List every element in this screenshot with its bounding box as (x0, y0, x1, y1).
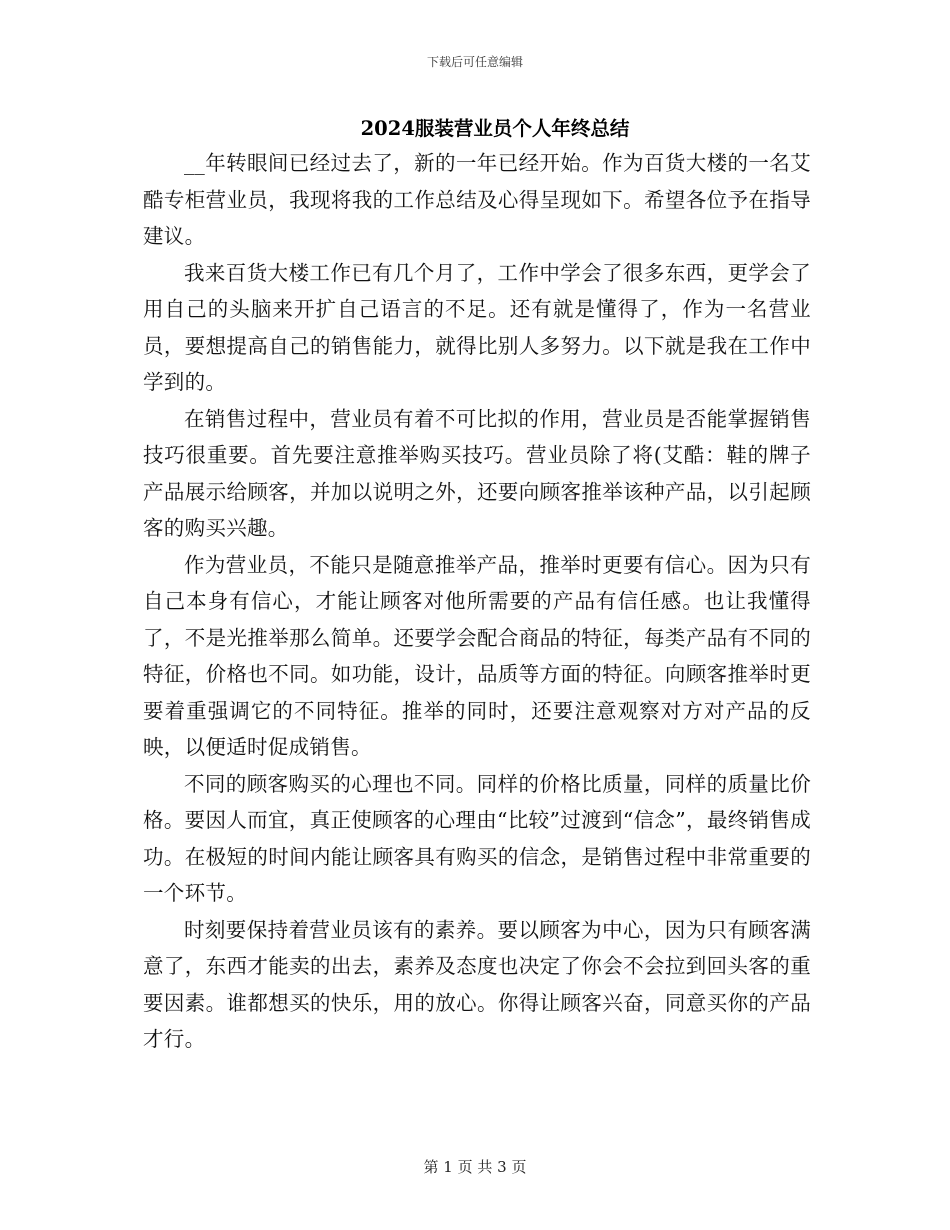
paragraph-intro: __年转眼间已经过去了，新的一年已经开始。作为百货大楼的一名艾酷专柜营业员，我现将我的工作总结及心得呈现如下。希望各位予在指导建议。 (143, 151, 811, 248)
page-number: 第 1 页 共 3 页 (423, 1158, 527, 1176)
paragraph-confidence: 作为营业员，不能只是随意推举产品，推举时更要有信心。因为只有自己本身有信心，才能让顾客对他所需要的产品有信任感。也让我懂得了，不是光推举那么简单。还要学会配合商品的特征，每类产品有不同的特征，价格也不同。如功能，设计，品质等方面的特征。向顾客推举时更要着重强调它的不同特征。推举的同时，还要注意观察对方对产品的反映，以便适时促成销售。 (143, 552, 811, 759)
header-note: 下载后可任意编辑 (426, 55, 523, 69)
paragraph-customer-psychology: 不同的顾客购买的心理也不同。同样的价格比质量，同样的质量比价格。要因人而宜，真正使顾客的心理由“比较”过渡到“信念”，最终销售成功。在极短的时间内能让顾客具有购买的信念，是销售过程中非常重要的一个环节。 (143, 771, 811, 905)
paragraph-learning: 我来百货大楼工作已有几个月了，工作中学会了很多东西，更学会了用自己的头脑来开扩自己语言的不足。还有就是懂得了，作为一名营业员，要想提高自己的销售能力，就得比别人多努力。以下就是我在工作中学到的。 (143, 260, 811, 394)
document-title: 2024服装营业员个人年终总结 (360, 117, 630, 140)
paragraph-professionalism: 时刻要保持着营业员该有的素养。要以顾客为中心，因为只有顾客满意了，东西才能卖的出去，素养及态度也决定了你会不会拉到回头客的重要因素。谁都想买的快乐，用的放心。你得让顾客兴奋，同意买你的产品才行。 (143, 917, 811, 1051)
paragraph-sales-skills: 在销售过程中，营业员有着不可比拟的作用，营业员是否能掌握销售技巧很重要。首先要注意推举购买技巧。营业员除了将(艾酷：鞋的牌子产品展示给顾客，并加以说明之外，还要向顾客推举该种产品，以引起顾客的购买兴趣。 (143, 406, 811, 540)
document-body (143, 145, 811, 1058)
